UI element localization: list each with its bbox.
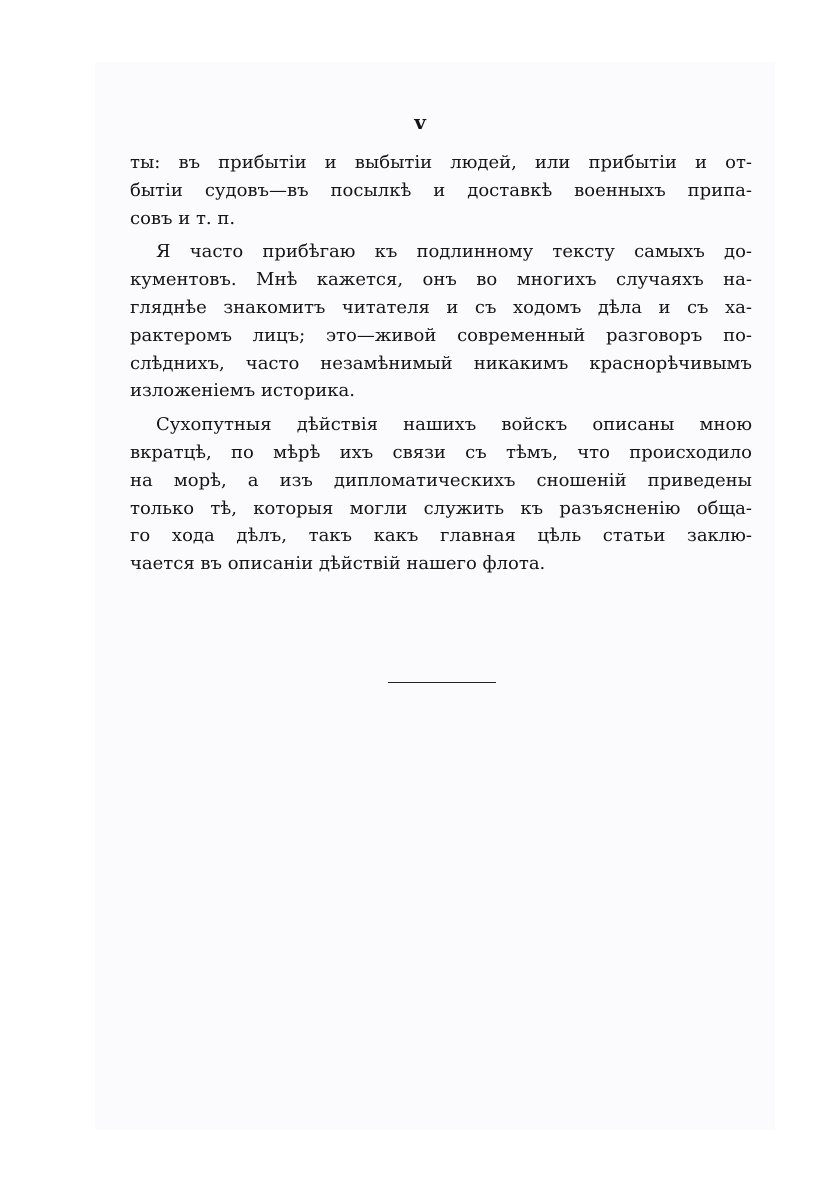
text-line: кументовъ. Мнѣ кажется, онъ во многихъ случаяхъ на- [130, 269, 752, 291]
text-line: только тѣ, которыя могли служить къ разъясненію обща- [130, 497, 752, 519]
text-line: гляднѣе знакомитъ читателя и съ ходомъ дѣла и съ ха- [130, 296, 752, 318]
paragraph-3 [130, 411, 752, 578]
text-line: совъ и т. п. [130, 207, 236, 229]
text-line: слѣднихъ, часто незамѣнимый никакимъ краснорѣчивымъ [130, 352, 752, 374]
body-text [130, 149, 752, 578]
text-line: Сухопутныя дѣйствія нашихъ войскъ описаны мною [156, 414, 752, 436]
text-line: изложеніемъ историка. [130, 380, 355, 402]
text-line: го хода дѣлъ, такъ какъ главная цѣль статьи заклю- [130, 525, 752, 547]
section-divider-rule [388, 682, 496, 683]
text-line: вкратцѣ, по мѣрѣ ихъ связи съ тѣмъ, что происходило [130, 441, 752, 463]
paragraph-1 [130, 149, 752, 232]
text-line: Я часто прибѣгаю къ подлинному тексту самыхъ до- [156, 241, 752, 263]
paragraph-2 [130, 238, 752, 405]
page-number: v [414, 110, 426, 134]
text-line: на морѣ, а изъ дипломатическихъ сношеній приведены [130, 469, 752, 491]
text-line: рактеромъ лицъ; это—живой современный разговоръ по- [130, 324, 752, 346]
text-line: чается въ описаніи дѣйствій нашего флота. [130, 553, 546, 575]
text-line: бытіи судовъ—въ посылкѣ и доставкѣ военныхъ припа- [130, 179, 752, 201]
text-line: ты: въ прибытіи и выбытіи людей, или прибытіи и от- [130, 152, 752, 173]
